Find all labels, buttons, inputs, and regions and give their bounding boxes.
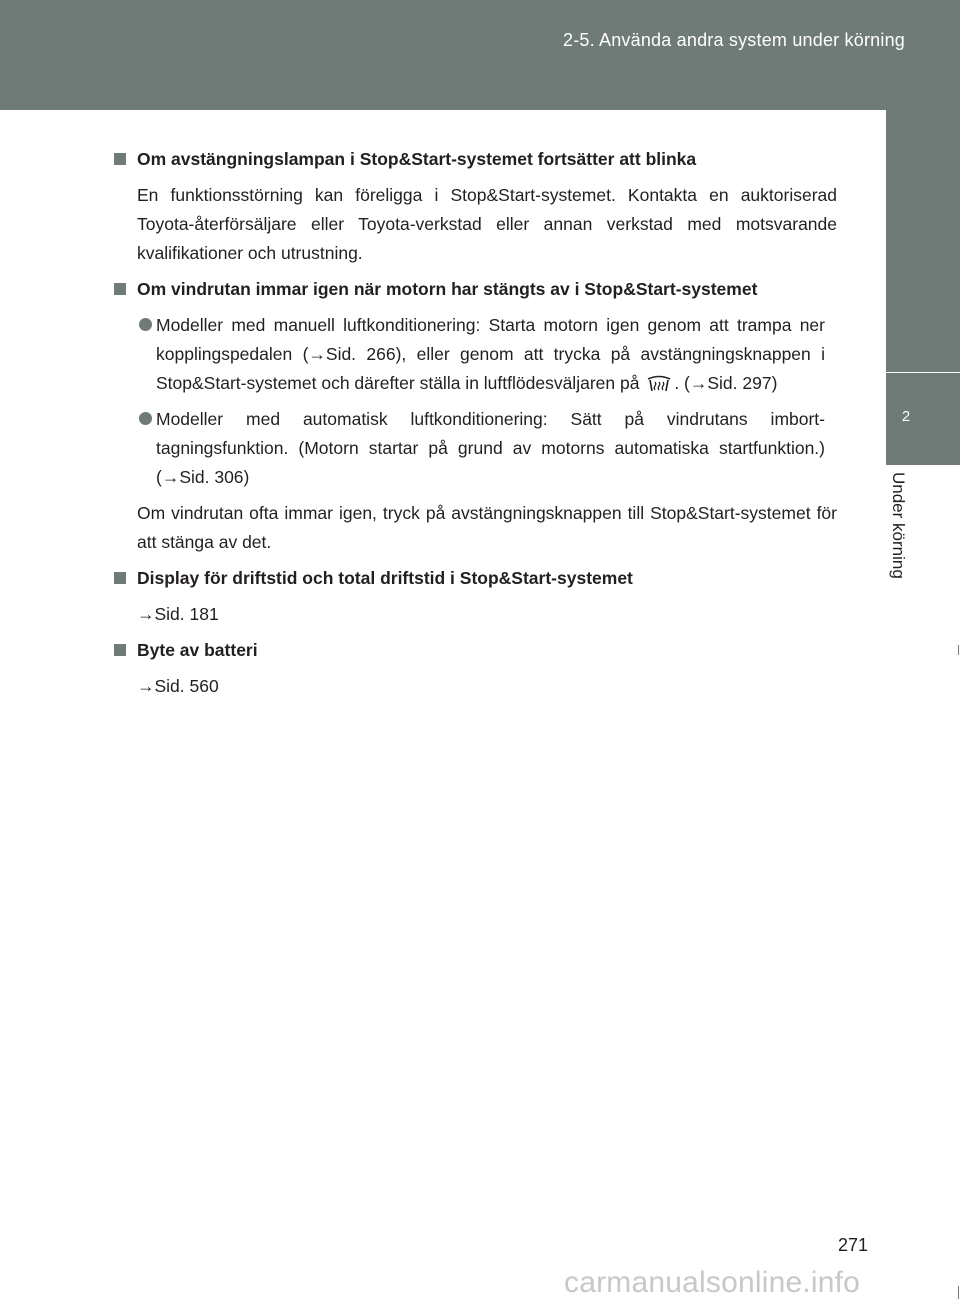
crop-mark: [958, 645, 959, 655]
page-number: 271: [838, 1235, 869, 1255]
header-band: [0, 0, 960, 110]
windshield-defroster-icon: [646, 373, 672, 393]
square-bullet-icon: [114, 283, 126, 295]
circle-bullet-icon: [139, 412, 152, 425]
section-title: 2-5. Använda andra system under körning: [562, 30, 905, 50]
chapter-tab-number: 2: [901, 408, 911, 425]
list-item: Modeller med automatisk luftkonditionering: Sätt på vindrutans imborttagningsfunktion. (Motorn startar på grund av motorns automatiska startfunktion.) (→Sid. 306): [113, 405, 837, 492]
page-reference-link[interactable]: →Sid. 181: [137, 604, 219, 624]
section-heading: Om avstängningslampan i Stop&Start-systemet fortsätter att blinka: [113, 145, 837, 174]
chapter-tab-label: Under körning: [889, 472, 908, 579]
square-bullet-icon: [114, 153, 126, 165]
list-item: Modeller med manuell luftkonditionering: Starta motorn igen genom att trampa ner kopplingspedalen (→Sid. 266), eller genom att trycka på avstängningsknappen i Stop&Start-systemet och därefter ställa in luftflödesväljaren på . (→Sid. 297): [113, 311, 837, 398]
page-reference-link[interactable]: →Sid. 560: [137, 676, 219, 696]
circle-bullet-icon: [139, 318, 152, 331]
section-heading: Om vindrutan immar igen när motorn har stängts av i Stop&Start-systemet: [113, 275, 837, 304]
side-tab-band: [886, 110, 960, 372]
square-bullet-icon: [114, 572, 126, 584]
crop-mark: [958, 0, 959, 18]
body-paragraph: Om vindrutan ofta immar igen, tryck på avstängningsknappen till Stop&Start-systemet för att stänga av det.: [137, 503, 837, 552]
section-heading: Byte av batteri: [113, 636, 837, 665]
page-content: [113, 145, 837, 708]
watermark: carmanualsonline.info: [564, 1266, 861, 1299]
crop-mark: [958, 1286, 959, 1299]
square-bullet-icon: [114, 644, 126, 656]
body-paragraph: En funktionsstörning kan föreligga i Stop&Start-systemet. Kontakta en auktoriserad Toyota-återförsäljare eller Toyota-verkstad eller annan verkstad med motsvarande kvalifikationer och utrustning.: [137, 185, 837, 263]
section-heading: Display för driftstid och total driftstid i Stop&Start-systemet: [113, 564, 837, 593]
